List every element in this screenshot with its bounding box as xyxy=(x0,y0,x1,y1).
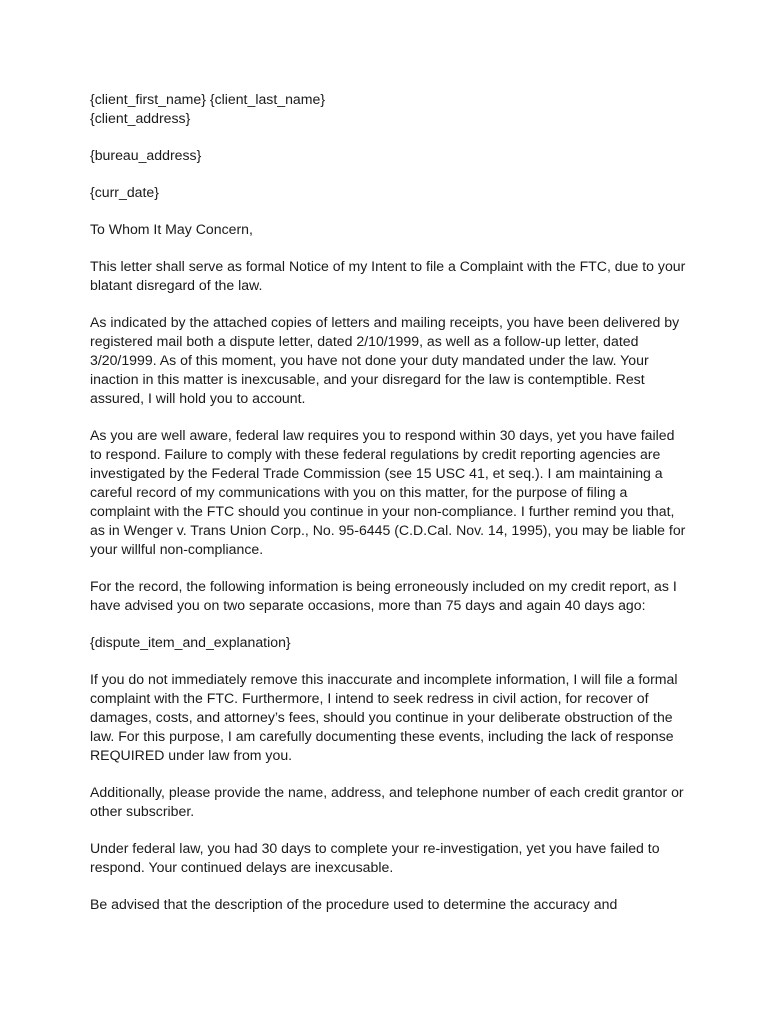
paragraph-procedure: Be advised that the description of the procedure used to determine the accuracy and xyxy=(90,896,618,912)
salutation: To Whom It May Concern, xyxy=(90,221,253,237)
letter-page xyxy=(90,90,690,932)
client-name: {client_first_name} {client_last_name} xyxy=(90,91,326,107)
paragraph-remove-info: If you do not immediately remove this inaccurate and incomplete information, I will file a formal complaint with the FTC. Furthermore, I intend to seek redress in civil action, for recover of damages, costs, and attorney’s fees, should you continue in your deliberate obstruction of the law. For this purpose, I am carefully documenting these events, including the lack of response REQUIRED under law from you. xyxy=(90,671,678,763)
paragraph-intent: This letter shall serve as formal Notice of my Intent to file a Complaint with the FTC, due to your blatant disregard of the law. xyxy=(90,258,686,293)
paragraph-creditor-info: Additionally, please provide the name, address, and telephone number of each credit grantor or other subscriber. xyxy=(90,784,684,819)
client-address: {client_address} xyxy=(90,110,191,126)
letter-date: {curr_date} xyxy=(90,184,159,200)
paragraph-record: For the record, the following information is being erroneously included on my credit report, as I have advised you on two separate occasions, more than 75 days and again 40 days ago: xyxy=(90,578,677,613)
paragraph-reinvestigation: Under federal law, you had 30 days to complete your re-investigation, yet you have failed to respond. Your continued delays are inexcusable. xyxy=(90,840,660,875)
bureau-address: {bureau_address} xyxy=(90,147,202,163)
paragraph-prior-letters: As indicated by the attached copies of letters and mailing receipts, you have been delivered by registered mail both a dispute letter, dated 2/10/1999, as well as a follow-up letter, dated 3/20/1999. As of this moment, you have not done your duty mandated under the law. Your inaction in this matter is inexcusable, and your disregard for the law is contemptible. Rest assured, I will hold you to account. xyxy=(90,314,680,406)
dispute-item-placeholder: {dispute_item_and_explanation} xyxy=(90,634,291,650)
paragraph-federal-law: As you are well aware, federal law requires you to respond within 30 days, yet you have failed to respond. Failure to comply with these federal regulations by credit reporting agencies are investigated by the Federal Trade Commission (see 15 USC 41, et seq.). I am maintaining a careful record of my communications with you on this matter, for the purpose of filing a complaint with the FTC should you continue in your non-compliance. I further remind you that, as in Wenger v. Trans Union Corp., No. 95-6445 (C.D.Cal. Nov. 14, 1995), you may be liable for your willful non-compliance. xyxy=(90,427,686,557)
